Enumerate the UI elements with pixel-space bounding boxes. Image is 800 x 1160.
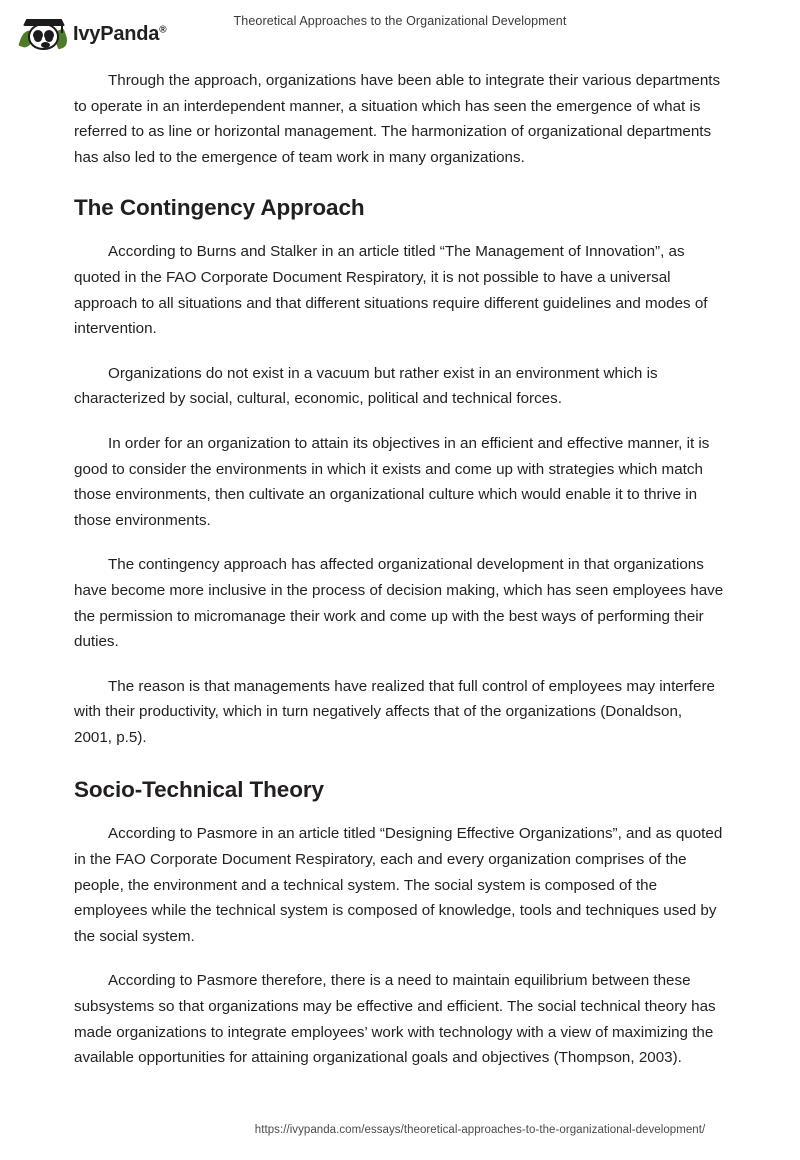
panda-eye-right-icon	[45, 34, 53, 42]
page-title: Theoretical Approaches to the Organizational Development	[233, 14, 567, 28]
paragraph: The contingency approach has affected organizational development in that organizations have become more inclusive in the process of decision making, which has seen employees have the permission to micromanage their work and come up with the best ways of performing their duties.	[74, 556, 724, 651]
panda-nose-icon	[41, 42, 50, 48]
paragraph: In order for an organization to attain its objectives in an efficient and effective manner, it is good to consider the environments in which it exists and come up with strategies which match those environments, then cultivate an organizational culture which would enable it to thrive in those environments.	[74, 434, 710, 529]
paragraph: The reason is that managements have realized that full control of employees may interfere with their productivity, which in turn negatively affects that of the organizations (Donaldson, 2001, p.5).	[74, 677, 715, 746]
page-header	[0, 0, 800, 58]
section-heading: The Contingency Approach	[74, 195, 365, 221]
document-body	[74, 68, 724, 1090]
logo-registered-mark: ®	[159, 23, 167, 35]
paragraph: Through the approach, organizations have been able to integrate their various departments to operate in an interdependent manner, a situation which has seen the emergence of what is referred to as line or horizontal management. The harmonization of organizational departments has also led to the emergence of team work in many organizations.	[74, 72, 721, 166]
source-url[interactable]: https://ivypanda.com/essays/theoretical-approaches-to-the-organizational-development/	[254, 1124, 706, 1136]
paragraph: According to Pasmore in an article titled “Designing Effective Organizations”, and as quoted in the FAO Corporate Document Respiratory, each and every organization comprises of the people, the environment and a technical system. The social system is composed of the employees while the technical system is composed of knowledge, tools and techniques used by the social system.	[74, 825, 723, 945]
paragraph: Organizations do not exist in a vacuum but rather exist in an environment which is characterized by social, cultural, economic, political and technical forces.	[74, 364, 658, 408]
logo-text: IvyPanda	[73, 22, 160, 45]
page-footer	[0, 1120, 800, 1138]
section-heading: Socio-Technical Theory	[74, 777, 324, 803]
paragraph: According to Burns and Stalker in an article titled “The Management of Innovation”, as quoted in the FAO Corporate Document Respiratory, it is not possible to have a universal approach to all situations and that different situations require different guidelines and modes of intervention.	[74, 243, 708, 338]
paragraph: According to Pasmore therefore, there is a need to maintain equilibrium between these subsystems so that organizations may be effective and efficient. The social technical theory has made organizations to integrate employees’ work with technology with a view of maximizing the available opportunities for attaining organizational goals and objectives (Thompson, 2003).	[74, 972, 716, 1067]
panda-eye-left-icon	[34, 34, 42, 42]
